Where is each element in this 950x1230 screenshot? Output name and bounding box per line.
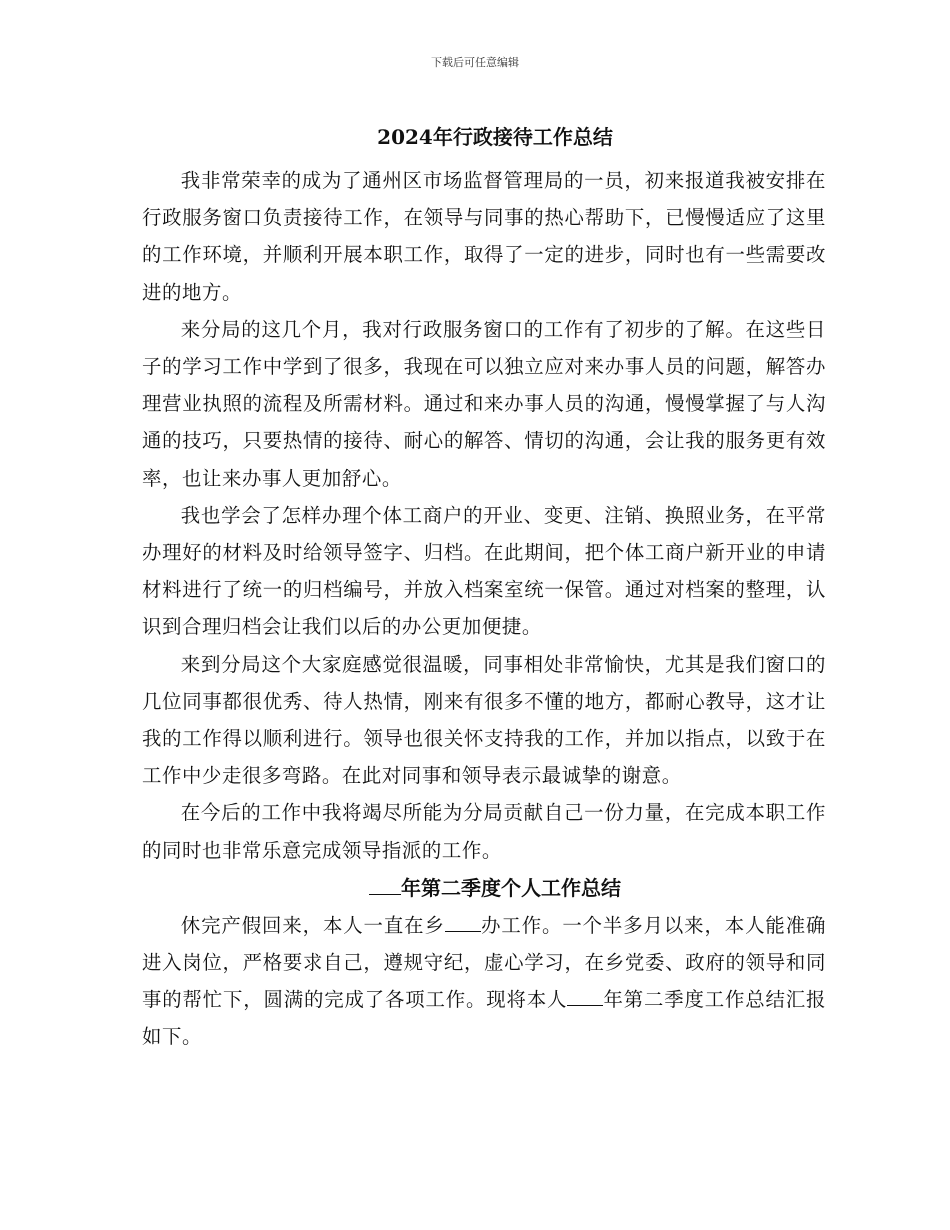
paragraph-1: 我非常荣幸的成为了通州区市场监督管理局的一员，初来报道我被安排在行政服务窗口负责接待工作，在领导与同事的热心帮助下，已慢慢适应了这里的工作环境，并顺利开展本职工作，取得了一定的进步，同时也有一些需要改进的地方。	[142, 169, 826, 304]
section-paragraph-part-1: 休完产假回来，本人一直在乡	[180, 913, 445, 937]
section-title-text: 年第二季度个人工作总结	[401, 875, 621, 900]
section-paragraph-part-3: 年第二季度工作总结汇报如下。	[142, 988, 826, 1049]
header-note: 下载后可任意编辑	[431, 56, 519, 69]
paragraph-4: 来到分局这个大家庭感觉很温暖，同事相处非常愉快，尤其是我们窗口的几位同事都很优秀、待人热情，刚来有很多不懂的地方，都耐心教导，这才让我的工作得以顺利进行。领导也很关怀支持我的工作，并加以指点，以致于在工作中少走很多弯路。在此对同事和领导表示最诚挚的谢意。	[142, 652, 826, 788]
section-paragraph-part-2: 办工作。一个半多月以来，本人能准确进入岗位，严格要求自己，遵规守纪，虚心学习，在乡党委、政府的领导和同事的帮忙下，圆满的完成了各项工作。现将本人	[142, 913, 826, 1012]
paragraph-5: 在今后的工作中我将竭尽所能为分局贡献自己一份力量，在完成本职工作的同时也非常乐意完成领导指派的工作。	[142, 801, 826, 862]
blank-line	[369, 878, 401, 895]
section-title	[142, 869, 826, 907]
blank-line	[567, 989, 603, 1006]
blank-line	[445, 915, 481, 932]
paragraph-2: 来分局的这几个月，我对行政服务窗口的工作有了初步的了解。在这些日子的学习工作中学到了很多，我现在可以独立应对来办事人员的问题，解答办理营业执照的流程及所需材料。通过和来办事人员的沟通，慢慢掌握了与人沟通的技巧，只要热情的接待、耐心的解答、情切的沟通，会让我的服务更有效率，也让来办事人更加舒心。	[142, 317, 826, 490]
document-title: 2024年行政接待工作总结	[377, 125, 613, 149]
section-paragraph	[142, 907, 826, 1056]
paragraph-3: 我也学会了怎样办理个体工商户的开业、变更、注销、换照业务，在平常办理好的材料及时给领导签字、归档。在此期间，把个体工商户新开业的申请材料进行了统一的归档编号，并放入档案室统一保管。通过对档案的整理，认识到合理归档会让我们以后的办公更加便捷。	[142, 503, 826, 639]
document-body	[142, 118, 826, 1056]
